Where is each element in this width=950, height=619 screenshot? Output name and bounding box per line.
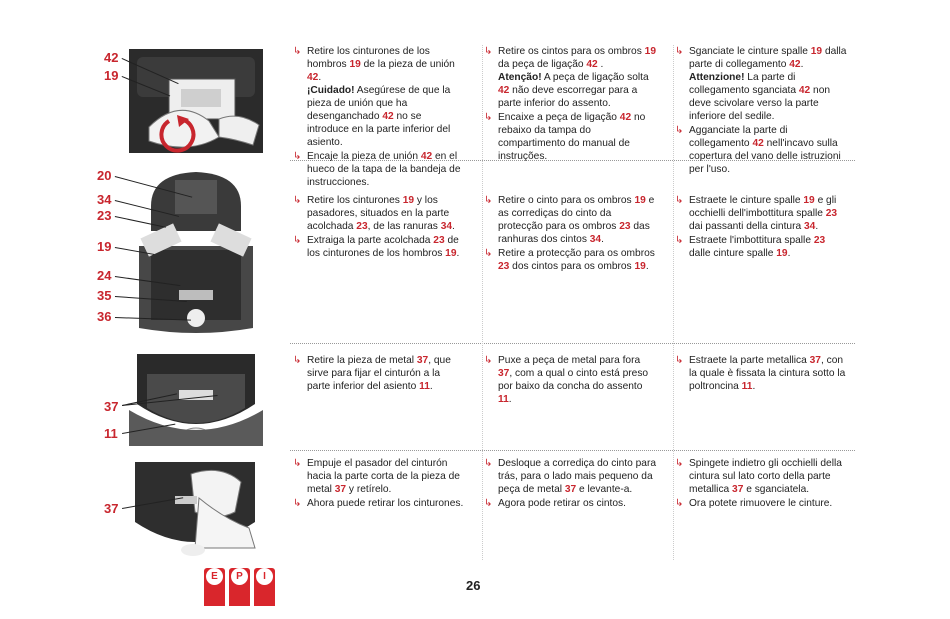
callout-label: 37 [104, 501, 119, 516]
instruction-text: Retire a protecção para os ombros [498, 248, 655, 259]
instruction-text: Encaje la pieza de unión [307, 151, 421, 162]
language-tab-letter: P [231, 568, 248, 585]
part-reference-number: 42 [798, 85, 811, 96]
spanish-step-4 [293, 457, 465, 511]
instruction-text: Ora potete rimuovere le cinture. [689, 498, 833, 509]
instruction-text: e gli occhielli dell'imbottitura spalle [689, 195, 837, 219]
instruction-text: e sganciatela. [743, 484, 810, 495]
instruction-text: Desloque a corrediça do cinto para trás, para o lado mais pequeno da peça de metal [498, 458, 657, 495]
step-arrow-icon: ↳ [484, 498, 493, 509]
part-reference-number: 19 [803, 195, 815, 206]
instruction-text: Retire los cinturones [307, 195, 403, 206]
spanish-step-2 [293, 194, 465, 261]
portuguese-step-4 [484, 457, 656, 511]
instruction-text: Puxe a peça de metal para fora [498, 355, 641, 366]
part-reference-number: 34 [803, 221, 816, 232]
warning-label: ¡Cuidado! [307, 85, 355, 96]
photo-step-2 [129, 166, 263, 338]
instruction-text: A peça de ligação solta [541, 72, 649, 83]
instruction-text: Encaixe a peça de ligação [498, 112, 620, 123]
callout-label: 24 [97, 268, 112, 283]
instruction-text: . [645, 261, 649, 272]
instruction-text: Estraete la parte metallica [689, 355, 810, 366]
instruction-text: . [815, 221, 819, 232]
instruction-step [293, 234, 465, 260]
italian-step-4 [675, 457, 847, 511]
part-reference-number: 42 [498, 85, 510, 96]
part-reference-number: 42 [420, 151, 433, 162]
part-reference-number: 34 [589, 234, 602, 245]
instruction-text: Empuje el pasador del cinturón hacia la parte corta de la pieza de metal [307, 458, 460, 495]
photo-step-4 [129, 458, 263, 558]
instruction-text: dos cintos para os ombros [509, 261, 635, 272]
instruction-step [484, 247, 656, 273]
instruction-step [293, 45, 465, 149]
part-reference-number: 23 [813, 235, 826, 246]
step-arrow-icon: ↳ [675, 458, 684, 469]
part-reference-number: 19 [445, 248, 457, 259]
language-tab-letter: E [206, 568, 223, 585]
callout-label: 23 [97, 208, 112, 223]
instruction-text: Agora pode retirar os cintos. [498, 498, 626, 509]
step-arrow-icon: ↳ [675, 498, 684, 509]
step-arrow-icon: ↳ [484, 355, 493, 366]
callout-label: 37 [104, 399, 119, 414]
step-arrow-icon: ↳ [293, 151, 302, 162]
instruction-text: de los cinturones de los hombros [307, 235, 459, 259]
step-arrow-icon: ↳ [293, 355, 302, 366]
instruction-text: , com a qual o cinto está preso por baixo da concha do assento [498, 368, 649, 392]
portuguese-step-3 [484, 354, 656, 407]
step-arrow-icon: ↳ [484, 248, 493, 259]
instruction-text: non deve scivolare verso la parte inferiore del sedile. [689, 85, 831, 122]
instruction-step [293, 497, 465, 510]
callout-label: 19 [104, 68, 119, 83]
instruction-text: e as corrediças do cinto da protecção para os ombros [498, 195, 655, 232]
instruction-text: da peça de ligação [498, 59, 587, 70]
part-reference-number: 42 [789, 59, 801, 70]
instruction-step [293, 457, 465, 496]
instruction-text: nell'incavo sulla copertura del vano delle istruzioni per l'uso. [689, 138, 841, 175]
step-arrow-icon: ↳ [675, 355, 684, 366]
callout-label: 34 [97, 192, 112, 207]
instruction-text: y los pasadores, situados en la parte acolchada [307, 195, 450, 232]
photo-step-4-drawing [129, 458, 263, 558]
callout-label: 20 [97, 168, 112, 183]
callout-label: 19 [97, 239, 112, 254]
instruction-step [293, 150, 465, 189]
part-reference-number: 42 [752, 138, 764, 149]
instruction-step [484, 457, 656, 496]
step-arrow-icon: ↳ [484, 195, 493, 206]
instruction-text: Spingete indietro gli occhielli della cintura sul lato corto della parte metallica [689, 458, 842, 495]
step-arrow-icon: ↳ [675, 125, 684, 136]
instruction-text: . [787, 248, 791, 259]
language-tab-spanish [204, 568, 225, 606]
part-reference-number: 23 [825, 208, 838, 219]
part-reference-number: 42 [586, 59, 598, 70]
portuguese-step-2 [484, 194, 656, 274]
warning-label: Atenção! [498, 72, 542, 83]
part-reference-number: 19 [349, 59, 361, 70]
callout-label: 42 [104, 50, 119, 65]
part-reference-number: 19 [810, 46, 823, 57]
instruction-text: Retire os cintos para os ombros [498, 46, 645, 57]
part-reference-number: 11 [741, 381, 753, 392]
instruction-text: Asegúrese de que la pieza de unión que ha desenganchado [307, 85, 451, 122]
instruction-text: . [452, 221, 455, 232]
part-reference-number: 37 [498, 368, 510, 379]
instruction-text: Estraete l'imbottitura spalle [689, 235, 814, 246]
step-arrow-icon: ↳ [293, 195, 302, 206]
italian-step-3 [675, 354, 847, 394]
step-arrow-icon: ↳ [484, 458, 493, 469]
instruction-text: en el hueco de la tapa de la bandeja de instrucciones. [307, 151, 461, 188]
part-reference-number: 42 [382, 111, 394, 122]
step-arrow-icon: ↳ [484, 112, 493, 123]
row-divider [290, 343, 855, 344]
instruction-text: . [429, 381, 433, 392]
callout-label: 11 [104, 426, 118, 441]
instruction-text: Extraiga la parte acolchada [307, 235, 434, 246]
language-tab-italian [254, 568, 275, 606]
column-divider [673, 45, 674, 560]
part-reference-number: 19 [402, 195, 415, 206]
photo-step-1-drawing [129, 49, 263, 153]
photo-step-2-drawing [129, 166, 263, 338]
column-divider [482, 45, 483, 560]
warning-label: Attenzione! [689, 72, 745, 83]
part-reference-number: 42 [619, 112, 632, 123]
part-reference-number: 23 [619, 221, 631, 232]
part-reference-number: 19 [644, 46, 656, 57]
part-reference-number: 37 [732, 484, 744, 495]
instruction-text: Retire la pieza de metal [307, 355, 417, 366]
step-arrow-icon: ↳ [293, 458, 302, 469]
instruction-step [675, 497, 847, 510]
instruction-step [675, 45, 847, 123]
language-tab-portuguese [229, 568, 250, 606]
row-divider [290, 450, 855, 451]
part-reference-number: 42 [307, 72, 319, 83]
step-arrow-icon: ↳ [484, 46, 493, 57]
instruction-step [293, 194, 465, 233]
spanish-step-1 [293, 45, 465, 190]
instruction-text: Ahora puede retirar los cinturones. [307, 498, 464, 509]
step-arrow-icon: ↳ [293, 46, 302, 57]
part-reference-number: 37 [564, 484, 577, 495]
callout-label: 35 [97, 288, 112, 303]
instruction-text: Retire los cinturones de los hombros [307, 46, 430, 70]
part-reference-number: 23 [433, 235, 445, 246]
instruction-step [675, 124, 847, 176]
part-reference-number: 37 [334, 484, 347, 495]
instruction-text: , de las ranuras [367, 221, 441, 232]
instruction-text: das ranhuras dos cintos [498, 221, 650, 245]
instruction-text: no rebaixo da tampa do compartimento do manual de instruções. [498, 112, 646, 162]
part-reference-number: 37 [809, 355, 821, 366]
instruction-text: . [508, 394, 512, 405]
photo-step-1 [129, 49, 263, 153]
instruction-text: de la pieza de unión [360, 59, 455, 70]
instruction-text: no se introduce en la parte inferior del asiento. [307, 111, 451, 148]
instruction-text: Agganciate la parte di collegamento [689, 125, 788, 149]
part-reference-number: 23 [498, 261, 510, 272]
part-reference-number: 19 [634, 261, 646, 272]
italian-step-1 [675, 45, 847, 177]
instruction-text: Sganciate le cinture spalle [689, 46, 811, 57]
instruction-step [484, 194, 656, 246]
instruction-text: . [601, 234, 604, 245]
instruction-text: não deve escorregar para a parte inferior do assento. [498, 85, 638, 109]
instruction-text: , que sirve para fijar el cinturón a la parte inferior del asiento [307, 355, 451, 392]
part-reference-number: 34 [440, 221, 453, 232]
instruction-text: La parte di collegamento sganciata [689, 72, 799, 96]
italian-step-2 [675, 194, 847, 261]
step-arrow-icon: ↳ [293, 235, 302, 246]
part-reference-number: 11 [498, 394, 509, 405]
callout-label: 36 [97, 309, 112, 324]
language-tab-letter: I [256, 568, 273, 585]
instruction-text: . [597, 59, 604, 70]
instruction-text: . [800, 59, 804, 70]
instruction-text: . [318, 72, 322, 83]
part-reference-number: 19 [634, 195, 646, 206]
step-arrow-icon: ↳ [675, 235, 684, 246]
instruction-text: , con la quale è fissata la cintura sotto la poltroncina [689, 355, 846, 392]
instruction-step [293, 354, 465, 393]
instruction-step [484, 45, 656, 110]
instruction-text: dai passanti della cintura [689, 221, 804, 232]
spanish-step-3 [293, 354, 465, 394]
step-arrow-icon: ↳ [675, 46, 684, 57]
part-reference-number: 37 [416, 355, 429, 366]
instruction-text: Estraete le cinture spalle [689, 195, 804, 206]
instruction-text: . [752, 381, 756, 392]
instruction-step [675, 194, 847, 233]
step-arrow-icon: ↳ [675, 195, 684, 206]
part-reference-number: 19 [776, 248, 788, 259]
instruction-text: y retírelo. [346, 484, 392, 495]
instruction-text: dalla parte di collegamento [689, 46, 847, 70]
instruction-step [675, 234, 847, 260]
instruction-step [484, 497, 656, 510]
instruction-step [484, 354, 656, 406]
page-number: 26 [466, 578, 481, 593]
part-reference-number: 23 [356, 221, 368, 232]
instruction-step [484, 111, 656, 163]
instruction-step [675, 354, 847, 393]
instruction-text: Retire o cinto para os ombros [498, 195, 635, 206]
instruction-step [675, 457, 847, 496]
portuguese-step-1 [484, 45, 656, 164]
step-arrow-icon: ↳ [293, 498, 302, 509]
instruction-text: e levante-a. [576, 484, 633, 495]
instruction-text: dalle cinture spalle [689, 248, 777, 259]
part-reference-number: 11 [419, 381, 430, 392]
instruction-text: . [456, 248, 460, 259]
